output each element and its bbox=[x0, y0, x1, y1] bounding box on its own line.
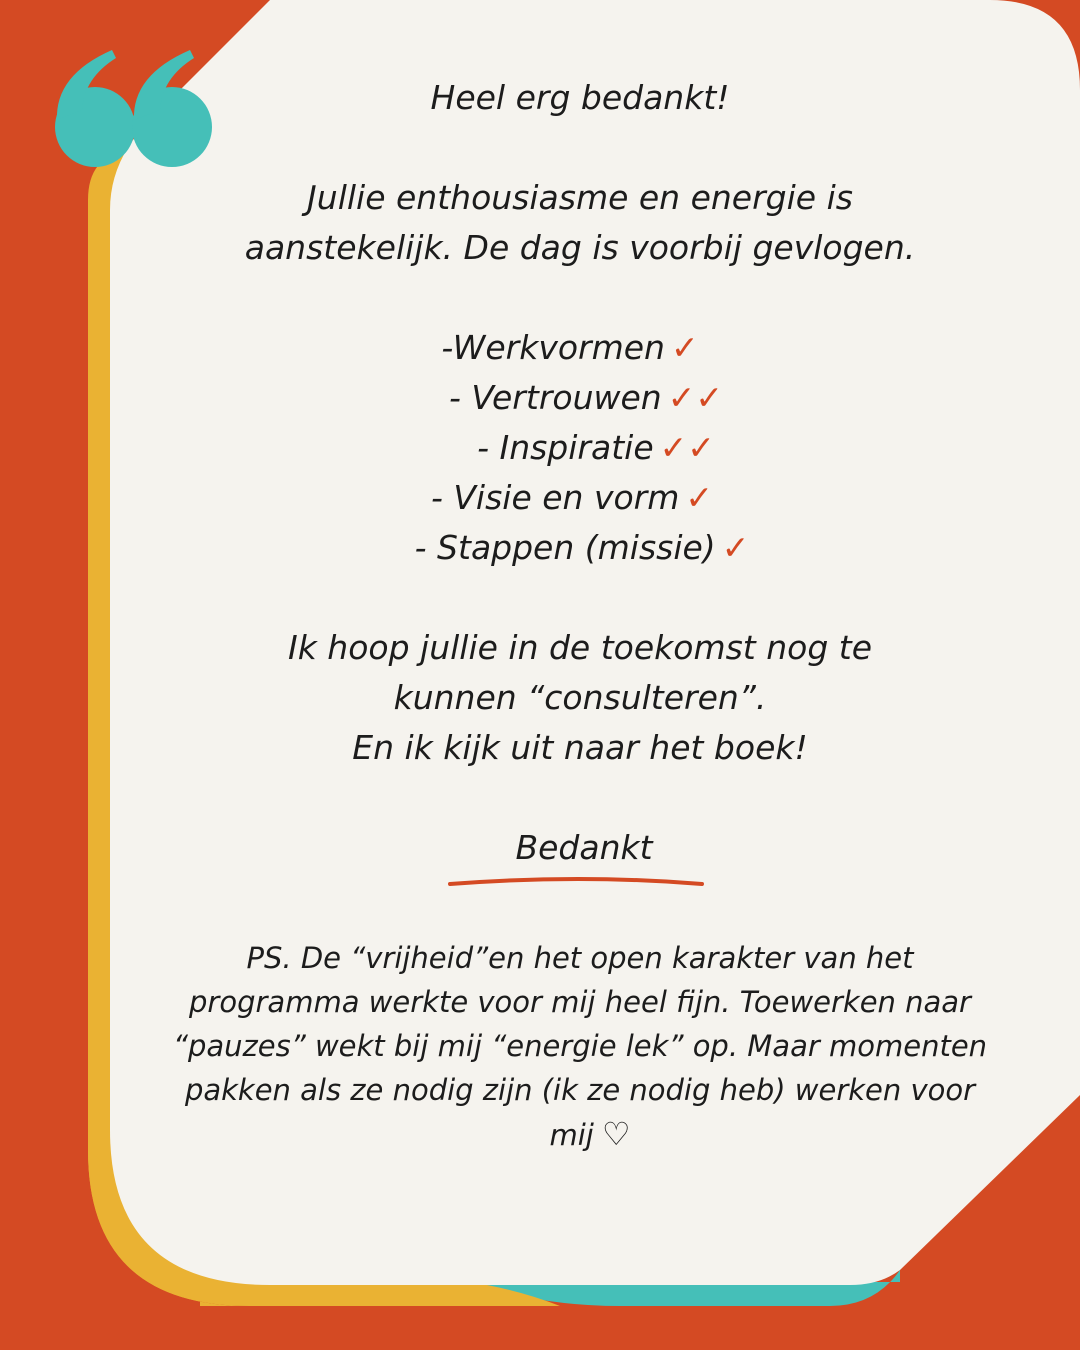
checklist-item-text: - Stappen (missie) bbox=[414, 528, 716, 567]
closing-line-3: En ik kijk uit naar het boek! bbox=[352, 728, 808, 767]
heart-outline-icon: ♡ bbox=[601, 1115, 631, 1153]
checklist-item-text: - Inspiratie bbox=[477, 428, 654, 467]
ps-line-4: pakken als ze nodig zijn (ik ze nodig heb) werken voor bbox=[184, 1073, 976, 1107]
ps-line-3: “pauzes” wekt bij mij “energie lek” op. Maar momenten bbox=[172, 1029, 988, 1063]
ps-line-2: programma werkte voor mij heel fijn. Toewerken naar bbox=[189, 985, 971, 1019]
checklist-item bbox=[156, 378, 1016, 418]
checkmark-icon: ✓ bbox=[721, 528, 750, 567]
checkmark-icon: ✓ bbox=[670, 328, 699, 367]
intro-line-2: aanstekelijk. De dag is voorbij gevlogen. bbox=[244, 228, 916, 267]
ps-line-5 bbox=[160, 1112, 1020, 1157]
intro-line-1: Jullie enthousiasme en energie is bbox=[307, 178, 853, 217]
closing-line-2: kunnen “consulteren”. bbox=[393, 678, 767, 717]
checklist-item bbox=[142, 478, 1002, 518]
ps-line-5-text: mij bbox=[549, 1118, 594, 1152]
checkmark-icon: ✓ bbox=[685, 478, 714, 517]
checkmark-icon: ✓✓ bbox=[659, 428, 715, 467]
signoff: Bedankt bbox=[515, 828, 653, 867]
checkmark-icon: ✓✓ bbox=[667, 378, 724, 417]
checklist-item bbox=[140, 328, 1000, 368]
checklist-item bbox=[152, 528, 1012, 568]
greeting: Heel erg bedankt! bbox=[430, 78, 730, 117]
checklist-item-text: -Werkvormen bbox=[441, 328, 665, 367]
checklist-item-text: - Vertrouwen bbox=[448, 378, 662, 417]
checklist-item-text: - Visie en vorm bbox=[430, 478, 680, 517]
checklist-item bbox=[166, 428, 1026, 468]
ps-line-1: PS. De “vrijheid”en het open karakter van het bbox=[246, 941, 914, 975]
closing-line-1: Ik hoop jullie in de toekomst nog te bbox=[287, 628, 873, 667]
